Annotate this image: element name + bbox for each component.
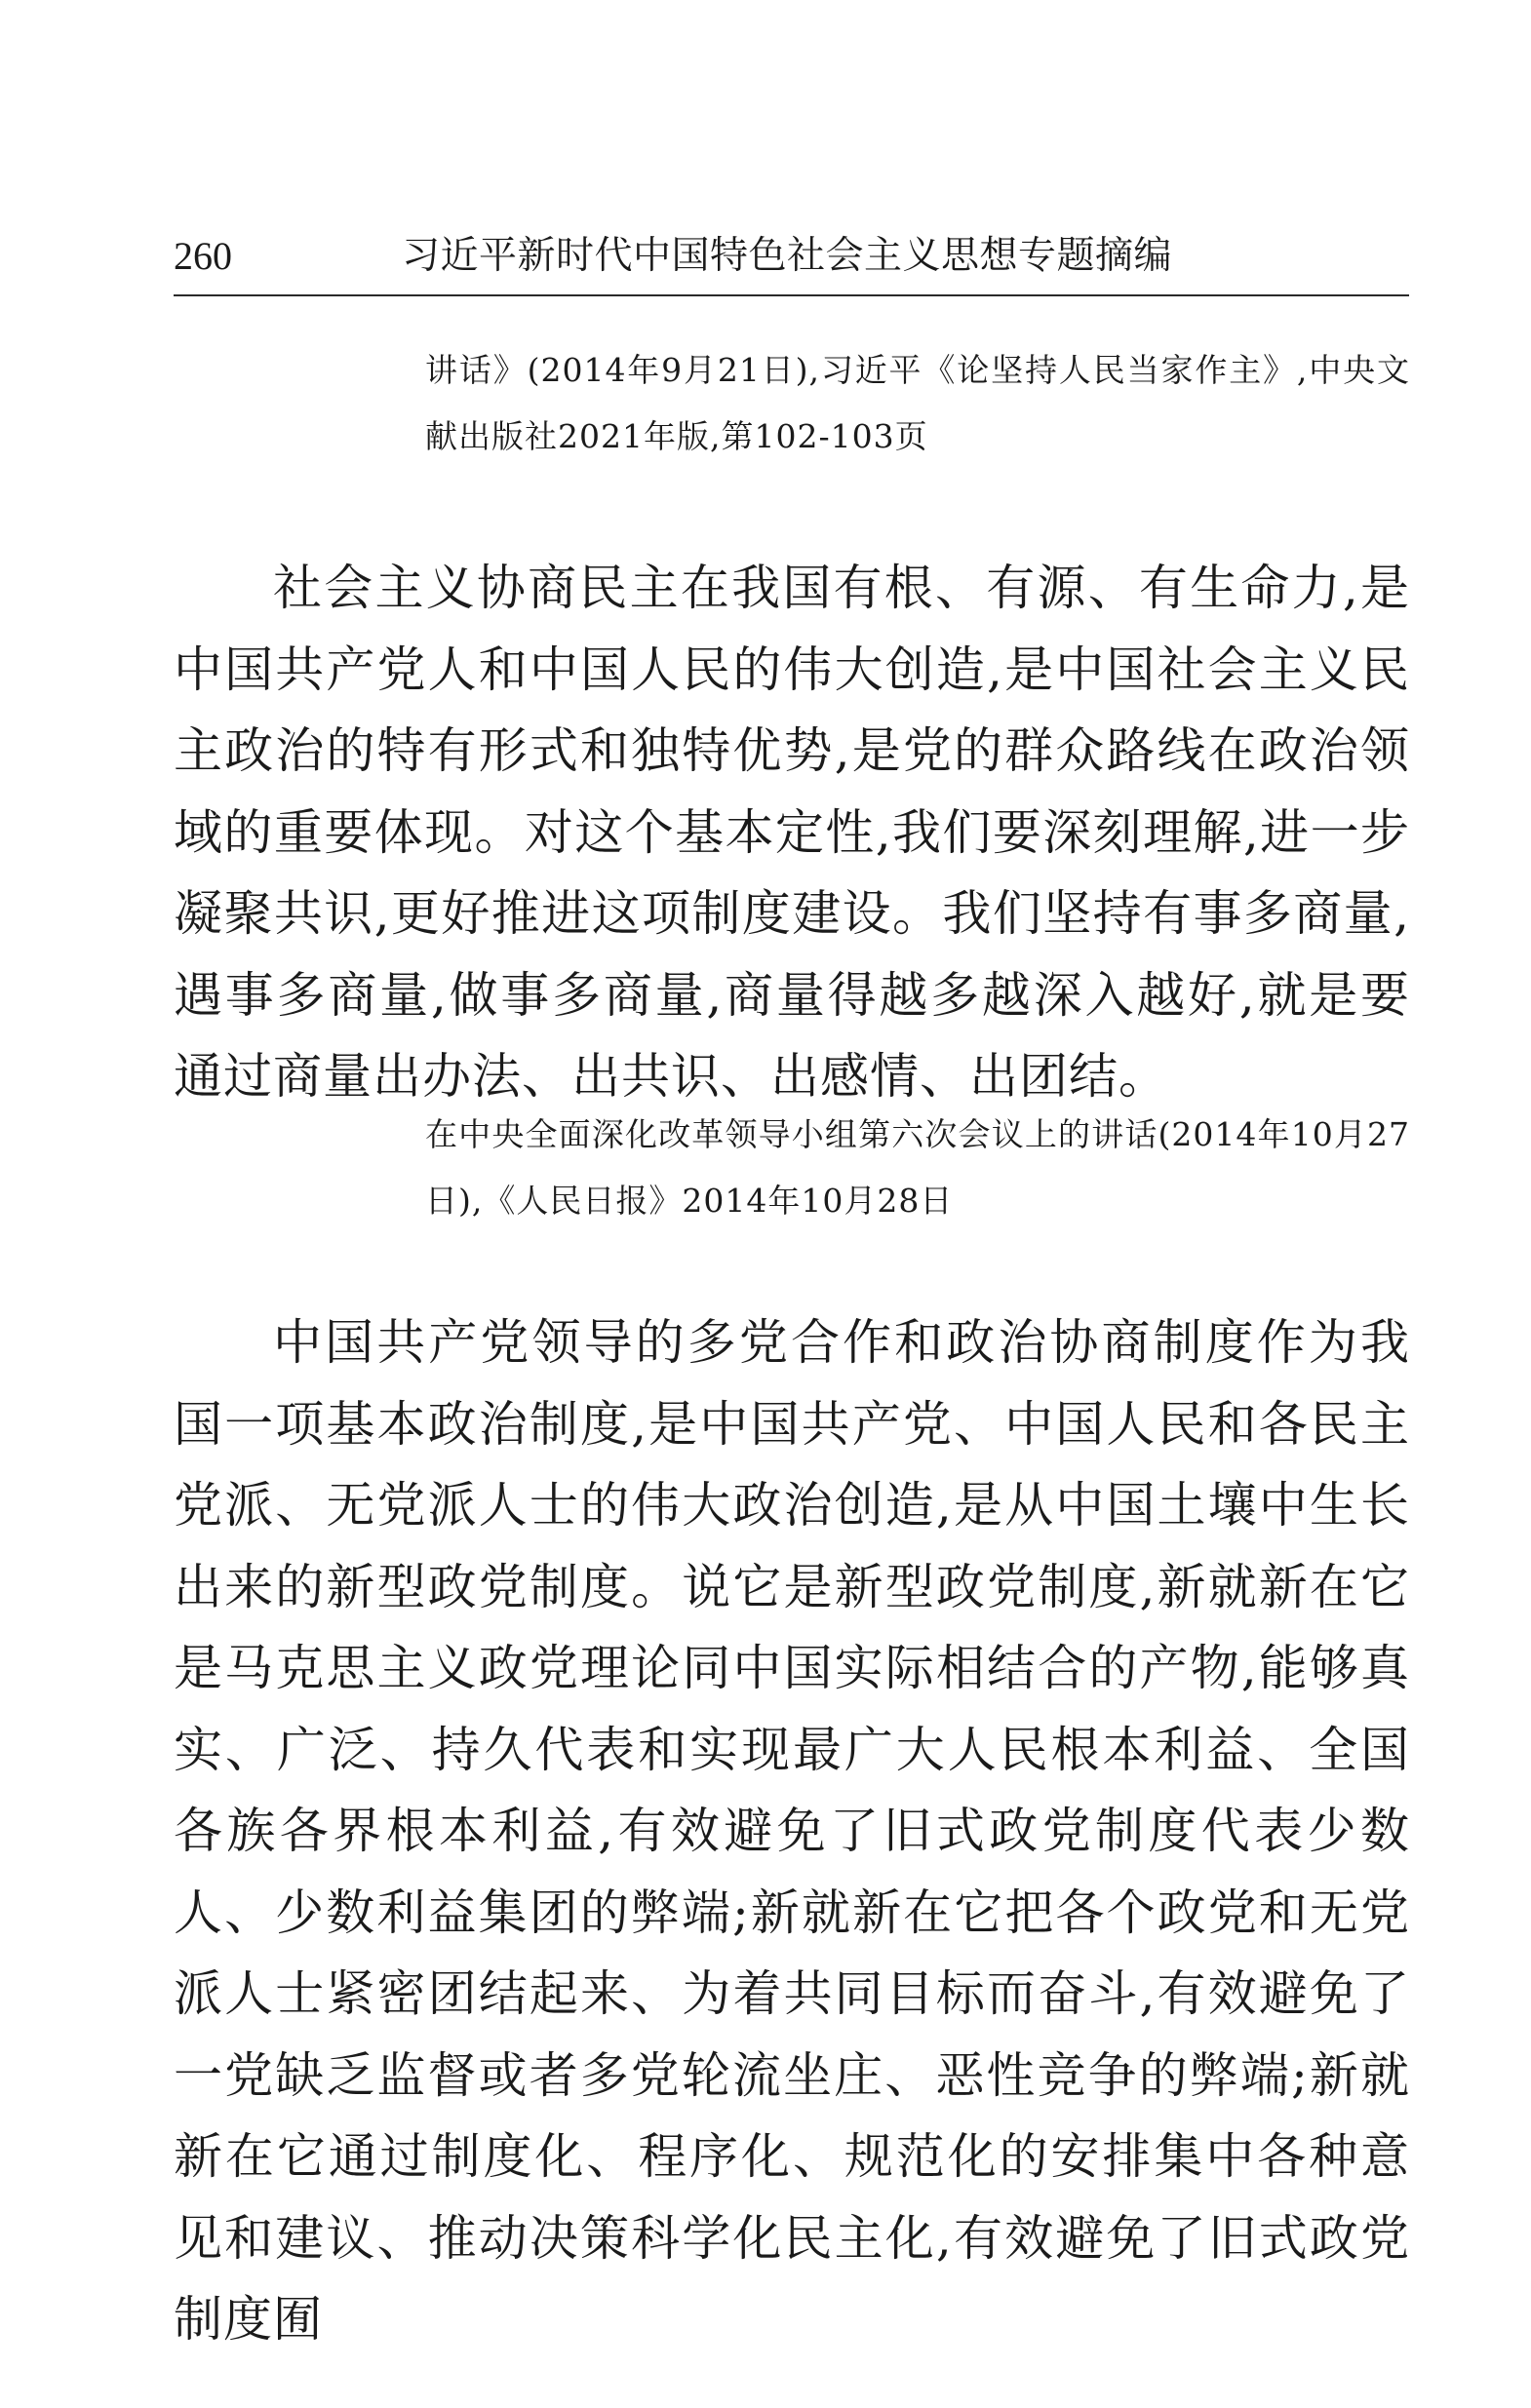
header-rule bbox=[174, 294, 1409, 296]
page-number: 260 bbox=[174, 234, 232, 278]
page-header bbox=[174, 232, 1409, 287]
body-paragraph: 中国共产党领导的多党合作和政治协商制度作为我国一项基本政治制度,是中国共产党、中国人民和各民主党派、无党派人士的伟大政治创造,是从中国土壤中生长出来的新型政党制度。说它是新型政党制度,新就新在它是马克思主义政党理论同中国实际相结合的产物,能够真实、广泛、持久代表和实现最广大人民根本利益、全国各族各界根本利益,有效避免了旧式政党制度代表少数人、少数利益集团的弊端;新就新在它把各个政党和无党派人士紧密团结起来、为着共同目标而奋斗,有效避免了一党缺乏监督或者多党轮流坐庄、恶性竞争的弊端;新就新在它通过制度化、程序化、规范化的安排集中各种意见和建议、推动决策科学化民主化,有效避免了旧式政党制度囿 bbox=[174, 1314, 1410, 2348]
citation-source: 在中央全面深化改革领导小组第六次会议上的讲话(2014年10月27日),《人民日报》2014年10月28日 bbox=[425, 1115, 1410, 1220]
running-title: 习近平新时代中国特色社会主义思想专题摘编 bbox=[402, 234, 1173, 278]
citation-source: 讲话》(2014年9月21日),习近平《论坚持人民当家作主》,中央文献出版社2021年版,第102-103页 bbox=[425, 351, 1410, 455]
body-paragraph: 社会主义协商民主在我国有根、有源、有生命力,是中国共产党人和中国人民的伟大创造,是中国社会主义民主政治的特有形式和独特优势,是党的群众路线在政治领域的重要体现。对这个基本定性,我们要深刻理解,进一步凝聚共识,更好推进这项制度建设。我们坚持有事多商量,遇事多商量,做事多商量,商量得越多越深入越好,就是要通过商量出办法、出共识、出感情、出团结。 bbox=[174, 560, 1410, 1105]
